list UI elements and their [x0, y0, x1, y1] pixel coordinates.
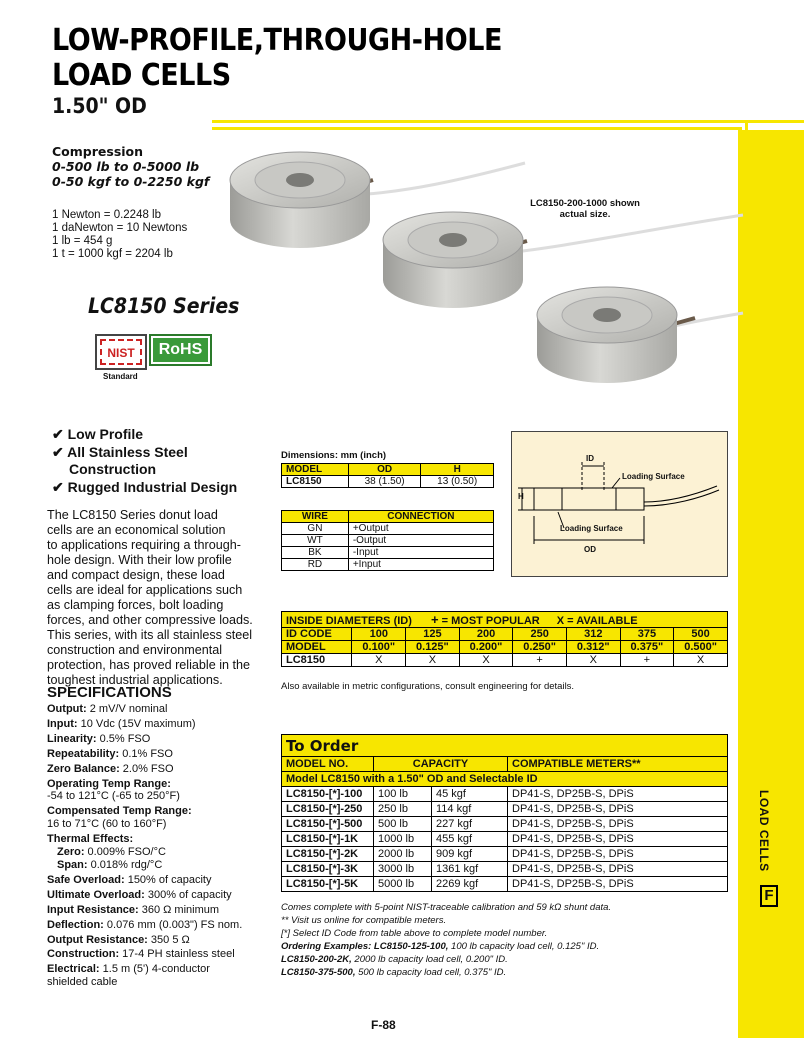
- range-kgf: 0-50 kgf to 0-2250 kgf: [52, 174, 210, 189]
- side-tab-label: LOAD CELLS: [757, 790, 771, 872]
- feature-item: Construction: [69, 461, 157, 477]
- conversion-item: 1 t = 1000 kgf = 2204 lb: [52, 248, 173, 260]
- order-notes: Comes complete with 5-point NIST-traceable calibration and 59 kΩ shunt data. ** Visit us online for compatible meters. [*] Select ID Code from table above to complete model number. Ordering Examples: LC8150-125-100, 100 lb capacity load cell, 0.125" ID. LC8150-200-2K, 2000 lb capacity load cell, 0.200" ID. LC8150-375-500, 500 lb capacity load cell, 0.375" ID.: [281, 902, 612, 978]
- conversion-item: 1 Newton = 0.2248 lb: [52, 209, 162, 221]
- rohs-badge: [149, 334, 212, 366]
- page-title-line1: LOW-PROFILE,THROUGH-HOLE: [52, 23, 502, 58]
- feature-item: ✔ All Stainless Steel: [52, 444, 188, 460]
- check-icon: ✔: [52, 479, 68, 495]
- feature-item: ✔ Rugged Industrial Design: [52, 479, 238, 495]
- nist-label: NIST: [107, 346, 135, 360]
- top-accent-bar: [212, 120, 804, 123]
- table-row: LC8150-[*]-500 500 lb 227 kgf DP41-S, DP25B-S, DPiS: [282, 817, 728, 832]
- photo-caption-line2: actual size.: [559, 209, 611, 220]
- diagram-id-label: ID: [586, 454, 594, 463]
- page-title-line2: LOAD CELLS: [52, 58, 231, 93]
- description: The LC8150 Series donut load cells are an economical solution to applications requiring a through- hole design. With their low profile and compact design, these load cells are ideal for applications such as clamping forces, bolt loading forces, and other compressive loads. This series, with its all stainless steel construction and environmental protection, has proved reliable in the toughest industrial applications.: [47, 508, 253, 687]
- diagram-od-label: OD: [584, 545, 596, 554]
- conversion-item: 1 lb = 454 g: [52, 235, 113, 247]
- top-accent-bar-inner: [212, 127, 742, 130]
- dims-table: MODEL OD H LC8150 38 (1.50) 13 (0.50): [281, 463, 494, 488]
- id-table: INSIDE DIAMETERS (ID) + = MOST POPULAR X = AVAILABLE ID CODE 100 125 200 250 312 375 500 MODEL 0.100" 0.125" 0.200" 0.250" 0.312" 0.375" 0.500" LC8150 X X X + X + X: [281, 611, 728, 667]
- table-row: LC8150-[*]-3K 3000 lb 1361 kgf DP41-S, DP25B-S, DPiS: [282, 862, 728, 877]
- conversion-item: 1 daNewton = 10 Newtons: [52, 222, 188, 234]
- order-table: To Order MODEL NO. CAPACITY COMPATIBLE METERS** Model LC8150 with a 1.50" OD and Selectable ID LC8150-[*]-100 100 lb 45 kgf DP41-S, DP25B-S, DPiS LC8150-[*]-250 250 lb 114 kgf DP41-S, DP25B-S, DPiS LC8150-[*]-500 500 lb 227 kgf DP41-S, DP25B-S, DPiS LC8150-[*]-1K 1000 lb 455 kgf DP41-S, DP25B-S, DPiS LC8150-[*]-2K 2000 lb 909 kgf DP41-S, DP25B-S, DPiS LC8150-[*]-3K 3000 lb 1361 kgf DP41-S, DP25B-S, DPiS LC8150-[*]-5K 5000 lb 2269 kgf DP41-S, DP25B-S, DPiS: [281, 734, 728, 892]
- side-tab-letter: F: [760, 885, 778, 907]
- feature-item: ✔ Low Profile: [52, 426, 144, 442]
- range-label: Compression: [52, 144, 144, 159]
- feature-list: [52, 426, 237, 496]
- photo-caption-line1: LC8150-200-1000 shown: [530, 198, 640, 209]
- standard-label: Standard: [103, 372, 138, 381]
- table-row: LC8150-[*]-100 100 lb 45 kgf DP41-S, DP25B-S, DPiS: [282, 787, 728, 802]
- table-row: LC8150-[*]-2K 2000 lb 909 kgf DP41-S, DP25B-S, DPiS: [282, 847, 728, 862]
- diagram-loading-surface-bottom: Loading Surface: [560, 524, 623, 533]
- id-table-footnote: Also available in metric configurations, consult engineering for details.: [281, 681, 575, 692]
- dims-caption: Dimensions: mm (inch): [281, 450, 387, 461]
- load-cell-3: [537, 287, 743, 383]
- page-number: F-88: [371, 1018, 396, 1032]
- photo-caption: [510, 198, 660, 220]
- diagram-loading-surface-top: Loading Surface: [622, 472, 685, 481]
- rohs-label: RoHS: [153, 338, 208, 362]
- range-lb: 0-500 lb to 0-5000 lb: [52, 159, 200, 174]
- table-row: LC8150-[*]-5K 5000 lb 2269 kgf DP41-S, DP25B-S, DPiS: [282, 877, 728, 892]
- order-title: To Order: [282, 735, 728, 757]
- check-icon: ✔: [52, 426, 68, 442]
- range-block: [52, 144, 209, 189]
- conversion-list: [52, 209, 187, 261]
- table-row: LC8150-[*]-1K 1000 lb 455 kgf DP41-S, DP25B-S, DPiS: [282, 832, 728, 847]
- specs-list: Output: 2 mV/V nominal Input: 10 Vdc (15V maximum) Linearity: 0.5% FSO Repeatability: 0.1% FSO Zero Balance: 2.0% FSO Operating Temp Range: -54 to 121°C (-65 to 250°F) Compensated Temp Range: 16 to 71°C (60 to 160°F) Thermal Effects: Zero: 0.009% FSO/°C Span: 0.018% rdg/°C Safe Overload: 150% of capacity Ultimate Overload: 300% of capacity Input Resistance: 360 Ω minimum Deflection: 0.076 mm (0.003") FS nom. Output Resistance: 350 5 Ω Construction: 17-4 PH stainless steel Electrical: 1.5 m (5') 4-conductor shielded cable: [47, 703, 243, 989]
- specs-heading: SPECIFICATIONS: [47, 684, 172, 701]
- table-row: LC8150-[*]-250 250 lb 114 kgf DP41-S, DP25B-S, DPiS: [282, 802, 728, 817]
- diagram-h-label: H: [518, 492, 524, 501]
- check-icon: ✔: [52, 444, 68, 460]
- dimension-diagram: [511, 431, 728, 577]
- product-photo: [225, 135, 745, 390]
- wiring-table: WIRE CONNECTION GN +Output WT -Output BK -Input RD +Input: [281, 510, 494, 571]
- page-title-line3: 1.50" OD: [52, 94, 147, 118]
- nist-badge: [95, 334, 147, 370]
- series-name: LC8150 Series: [88, 294, 240, 318]
